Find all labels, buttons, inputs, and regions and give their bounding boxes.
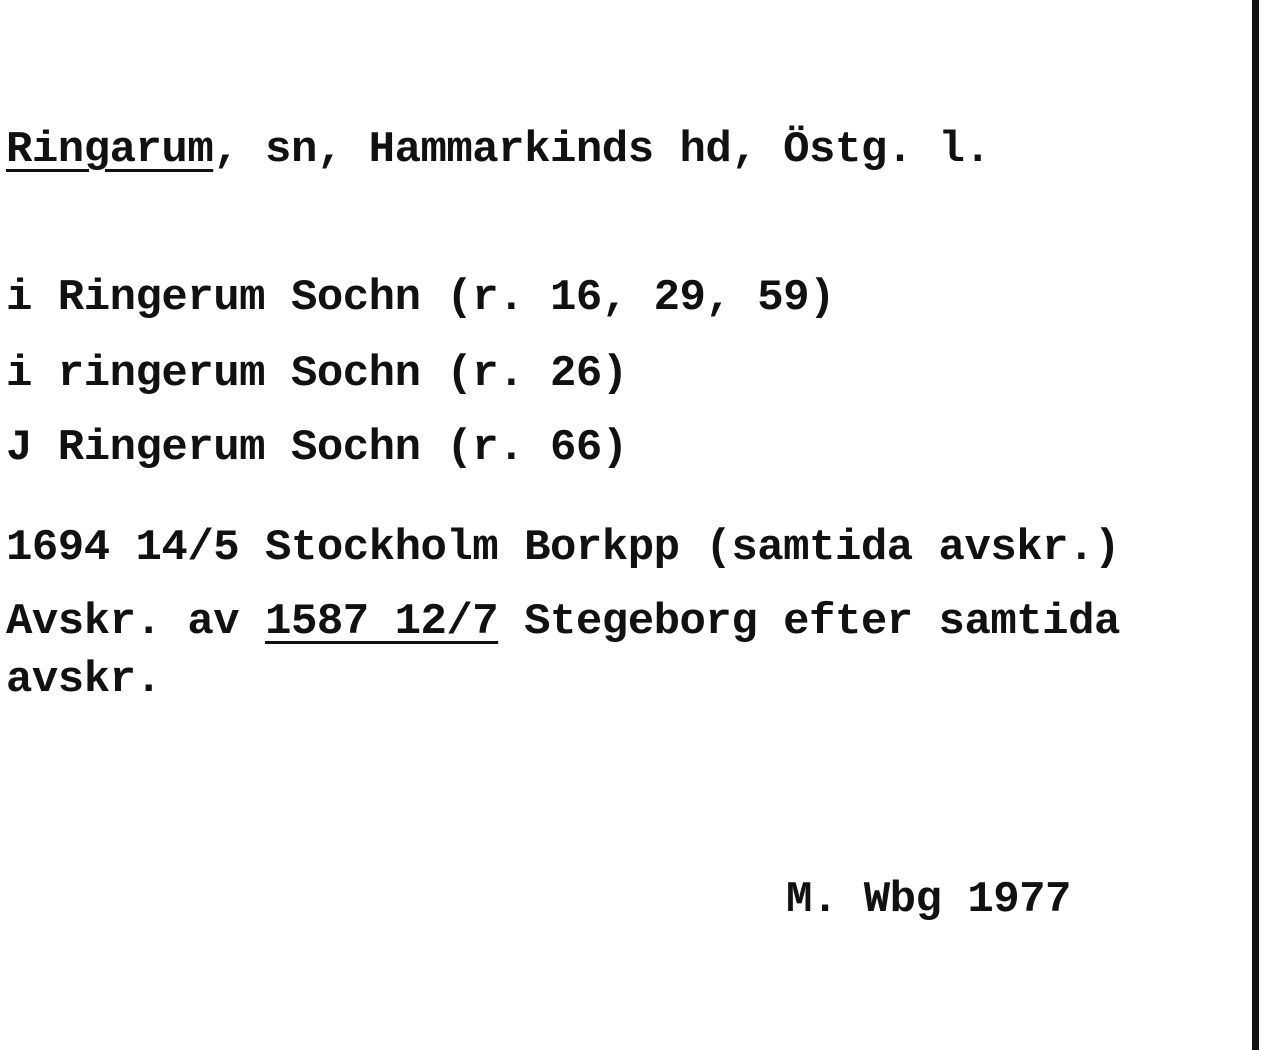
source-text-after: Stegeborg efter samtida [498,597,1120,647]
form-entry: i Ringerum Sochn (r. 16, 29, 59) [6,273,835,323]
signature: M. Wbg 1977 [786,875,1071,925]
card-heading [6,126,990,174]
place-name: Ringarum [6,125,214,175]
card-edge-divider [1252,0,1259,1050]
source-entry: 1694 14/5 Stockholm Borkpp (samtida avskr.) [6,523,1120,573]
form-entry: i ringerum Sochn (r. 26) [6,349,628,399]
source-text-before: Avskr. av [6,597,266,647]
source-continuation: avskr. [6,655,162,705]
source-entry [6,598,1120,646]
place-description: , sn, Hammarkinds hd, Östg. l. [213,125,991,175]
source-date: 1587 12/7 [265,597,499,647]
form-entry: J Ringerum Sochn (r. 66) [6,423,628,473]
